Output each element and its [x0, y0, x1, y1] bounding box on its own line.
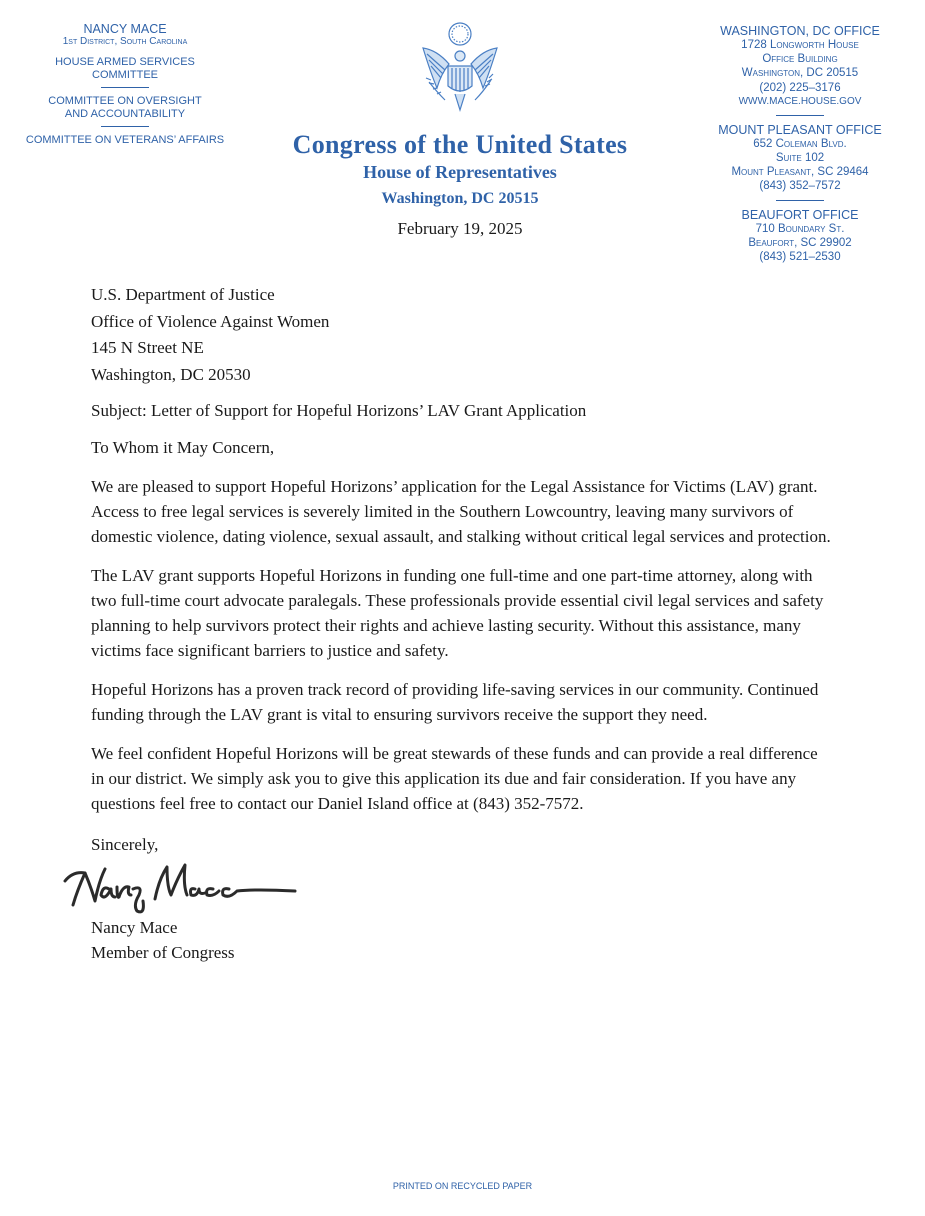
- body-paragraph: Hopeful Horizons has a proven track record of providing life-saving services in our community. Continued funding through the LAV grant is vital to ensuring survivors receive the support they need.: [91, 680, 819, 724]
- member-info-column: [0, 22, 250, 147]
- office-name: BEAUFORT OFFICE: [741, 207, 859, 222]
- letterhead-location: Washington, DC 20515: [381, 190, 539, 207]
- committee-armed-services: [0, 56, 250, 81]
- office-info-column: [700, 24, 900, 264]
- body-paragraph: We feel confident Hopeful Horizons will be great stewards of these funds and can provide a real difference in our district. We simply ask you to give this application its due and fair consideration. If you have any questions feel free to contact our Daniel Island office at (843) 352-7572.: [91, 744, 818, 813]
- great-seal-eagle-icon: [415, 20, 505, 120]
- office-phone: (202) 225–3176: [759, 81, 841, 94]
- office-line: 652 Coleman Blvd.: [753, 137, 847, 150]
- committee-veterans-affairs: COMMITTEE ON VETERANS’ AFFAIRS: [25, 134, 225, 146]
- recipient-line: Washington, DC 20530: [91, 364, 251, 384]
- divider: [776, 200, 824, 201]
- closing: Sincerely,: [91, 835, 159, 854]
- body-paragraph: The LAV grant supports Hopeful Horizons in funding one full-time and one part-time attorney, along with two full-time court advocate paralegals. These professionals provide essential civil legal services and safety planning to help survivors protect their rights and achieve lasting security. Without this assistance, many victims face significant barriers to justice and safety.: [91, 566, 824, 660]
- letterhead-subtitle: House of Representatives: [363, 162, 557, 182]
- committee-line: AND ACCOUNTABILITY: [64, 107, 186, 120]
- office-line: Suite 102: [775, 152, 825, 165]
- office-phone: (843) 352–7572: [759, 180, 841, 193]
- office-mount-pleasant: [700, 123, 900, 194]
- recipient-address: [91, 282, 831, 388]
- member-name: NANCY MACE: [83, 22, 167, 36]
- body-paragraph: We are pleased to support Hopeful Horizons’ application for the Legal Assistance for Victims (LAV) grant. Access to free legal services is severely limited in the Southern Lowcountry, leaving many survivors of domestic violence, dating violence, sexual assault, and stalking without critical legal services and protection.: [91, 477, 831, 546]
- letter-body: [91, 282, 831, 965]
- recipient-line: Office of Violence Against Women: [91, 311, 330, 331]
- office-line: Office Building: [762, 53, 838, 66]
- signer-title: Member of Congress: [91, 943, 235, 962]
- committee-line: COMMITTEE: [92, 68, 158, 81]
- handwritten-signature-icon: [59, 851, 299, 921]
- recipient-line: 145 N Street NE: [91, 338, 204, 357]
- office-line: Mount Pleasant, SC 29464: [731, 166, 869, 179]
- letterhead-center: [260, 20, 660, 240]
- office-line: Beaufort, SC 29902: [748, 236, 852, 249]
- divider: [776, 115, 824, 116]
- subject-line: Subject: Letter of Support for Hopeful Horizons’ LAV Grant Application: [91, 401, 587, 420]
- committee-line: HOUSE ARMED SERVICES: [55, 56, 195, 68]
- office-line: 1728 Longworth House: [741, 39, 859, 51]
- office-line: 710 Boundary St.: [755, 222, 845, 235]
- committee-oversight: [0, 95, 250, 120]
- signer-name: Nancy Mace: [91, 918, 178, 937]
- office-name: WASHINGTON, DC OFFICE: [720, 24, 880, 38]
- recycled-paper-note: PRINTED ON RECYCLED PAPER: [392, 1181, 533, 1191]
- committee-line: COMMITTEE ON OVERSIGHT: [48, 95, 202, 107]
- member-district: 1st District, South Carolina: [62, 36, 188, 47]
- office-phone: (843) 521–2530: [759, 251, 841, 264]
- letter-date: February 19, 2025: [397, 219, 523, 238]
- website-link[interactable]: WWW.MACE.HOUSE.GOV: [738, 95, 862, 107]
- letterhead-title: Congress of the United States: [292, 130, 628, 159]
- office-washington: [700, 24, 900, 109]
- divider: [101, 126, 149, 127]
- office-beaufort: [700, 208, 900, 265]
- office-name: MOUNT PLEASANT OFFICE: [718, 122, 882, 137]
- divider: [101, 87, 149, 88]
- office-line: Washington, DC 20515: [741, 67, 859, 80]
- salutation: To Whom it May Concern,: [91, 438, 275, 457]
- recipient-line: U.S. Department of Justice: [91, 285, 275, 304]
